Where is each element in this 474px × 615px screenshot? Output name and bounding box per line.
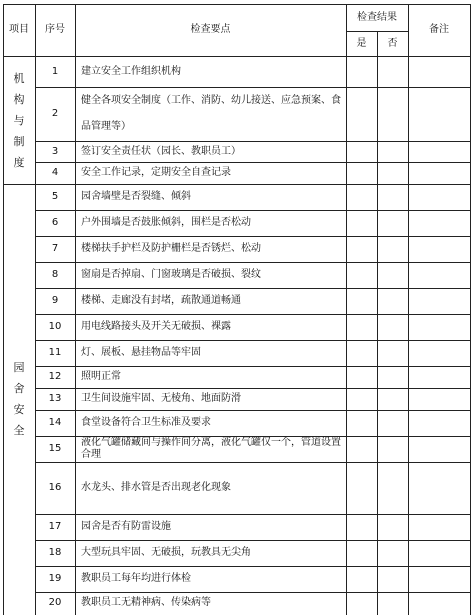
result-no-cell (377, 566, 408, 592)
check-point (75, 262, 346, 288)
result-no-cell (377, 462, 408, 514)
check-point (75, 540, 346, 566)
row-divider (35, 436, 471, 437)
check-point-text: 照明正常 (81, 371, 121, 382)
row-number-text: 11 (48, 347, 62, 358)
row-number-text: 5 (51, 191, 59, 202)
remark-cell (408, 87, 470, 141)
row-number-text: 2 (51, 108, 59, 119)
check-point (75, 436, 346, 462)
table-border (35, 4, 36, 615)
table-border (346, 4, 347, 615)
check-point-text: 楼梯扶手护栏及防护栅栏是否锈烂、松动 (81, 243, 261, 254)
row-number-text: 1 (51, 65, 59, 77)
header-points (75, 4, 346, 56)
table-border (75, 4, 76, 615)
result-yes-cell (346, 162, 377, 184)
result-yes-cell (346, 388, 377, 410)
check-point (75, 236, 346, 262)
result-yes-cell (346, 592, 377, 614)
row-number (35, 462, 75, 514)
result-no-cell (377, 388, 408, 410)
row-divider (35, 462, 471, 463)
row-number (35, 236, 75, 262)
header-number (35, 4, 75, 56)
check-point (75, 340, 346, 366)
result-no-cell (377, 87, 408, 141)
row-number-text: 10 (48, 321, 62, 332)
check-point (75, 87, 346, 141)
remark-cell (408, 436, 470, 462)
result-yes-cell (346, 314, 377, 340)
check-point (75, 141, 346, 162)
header-no (377, 31, 408, 56)
result-yes-cell (346, 87, 377, 141)
row-divider (35, 340, 471, 341)
check-point-text: 大型玩具牢固、无破损，玩教具无尖角 (81, 547, 251, 558)
inspection-table (3, 4, 470, 614)
row-number-text: 4 (51, 167, 59, 178)
table-border (377, 31, 378, 615)
check-point-text: 户外围墙是否鼓胀倾斜，围栏是否松动 (81, 217, 251, 228)
check-point-text: 水龙头、排水管是否出现老化现象 (81, 482, 231, 493)
check-point-text: 灯、展板、悬挂物品等牢固 (81, 347, 201, 358)
result-no-cell (377, 314, 408, 340)
check-point (75, 388, 346, 410)
row-divider (35, 288, 471, 289)
remark-cell (408, 514, 470, 540)
row-number (35, 410, 75, 436)
row-number (35, 210, 75, 236)
check-point-text: 窗扇是否掉扇、门窗玻璃是否破损、裂纹 (81, 269, 261, 280)
remark-cell (408, 566, 470, 592)
row-number-text: 9 (51, 295, 59, 306)
section-label (3, 56, 35, 184)
row-number-text: 7 (51, 243, 59, 254)
result-no-cell (377, 592, 408, 614)
row-number (35, 314, 75, 340)
result-no-cell (377, 162, 408, 184)
row-divider (35, 540, 471, 541)
row-number-text: 3 (51, 145, 59, 157)
remark-cell (408, 366, 470, 388)
row-number (35, 56, 75, 87)
result-no-cell (377, 366, 408, 388)
check-point (75, 566, 346, 592)
row-number-text: 17 (48, 521, 62, 532)
row-divider (35, 366, 471, 367)
result-yes-cell (346, 540, 377, 566)
check-point (75, 462, 346, 514)
row-number-text: 19 (48, 573, 62, 584)
header-yes (346, 31, 377, 56)
table-border (408, 4, 409, 615)
result-no-cell (377, 56, 408, 87)
remark-cell (408, 314, 470, 340)
header-yes-text: 是 (356, 37, 367, 49)
result-yes-cell (346, 514, 377, 540)
result-no-cell (377, 236, 408, 262)
check-point-text: 用电线路接头及开关无破损、裸露 (81, 321, 231, 332)
row-number (35, 436, 75, 462)
row-number (35, 184, 75, 210)
header-number-text: 序号 (45, 24, 65, 35)
row-number (35, 540, 75, 566)
header-project-text: 项目 (9, 24, 29, 35)
remark-cell (408, 410, 470, 436)
check-point (75, 184, 346, 210)
remark-cell (408, 288, 470, 314)
result-yes-cell (346, 366, 377, 388)
header-result (346, 4, 408, 31)
result-yes-cell (346, 56, 377, 87)
result-yes-cell (346, 184, 377, 210)
result-no-cell (377, 141, 408, 162)
check-point-text: 园舍墙壁是否裂缝、倾斜 (81, 191, 191, 202)
check-point-text: 液化气罐储藏间与操作间分离，液化气罐仅一个，管道设置合理 (81, 437, 341, 460)
result-no-cell (377, 288, 408, 314)
row-divider (35, 87, 471, 88)
check-point (75, 592, 346, 614)
table-top-border (3, 4, 471, 5)
section-label-text: 园 舍 安 全 (13, 361, 25, 437)
row-divider (3, 184, 471, 185)
result-no-cell (377, 262, 408, 288)
remark-cell (408, 340, 470, 366)
remark-cell (408, 262, 470, 288)
row-divider (35, 566, 471, 567)
check-point (75, 56, 346, 87)
check-point (75, 210, 346, 236)
row-divider (35, 514, 471, 515)
result-yes-cell (346, 288, 377, 314)
row-divider (3, 56, 471, 57)
remark-cell (408, 141, 470, 162)
check-point-text: 教职员工每年均进行体检 (81, 573, 191, 584)
result-yes-cell (346, 566, 377, 592)
row-number-text: 15 (48, 443, 62, 454)
row-number-text: 13 (48, 393, 62, 404)
result-no-cell (377, 340, 408, 366)
header-result-text: 检查结果 (357, 11, 397, 23)
check-point (75, 288, 346, 314)
result-no-cell (377, 514, 408, 540)
header-no-text: 否 (387, 37, 398, 49)
remark-cell (408, 162, 470, 184)
row-number (35, 262, 75, 288)
row-divider (35, 592, 471, 593)
row-number-text: 8 (51, 269, 59, 280)
check-point-text: 建立安全工作组织机构 (81, 65, 181, 77)
check-point-text: 教职员工无精神病、传染病等 (81, 597, 211, 608)
remark-cell (408, 184, 470, 210)
result-no-cell (377, 436, 408, 462)
row-divider (35, 262, 471, 263)
row-number (35, 87, 75, 141)
row-divider (35, 210, 471, 211)
check-point (75, 162, 346, 184)
table-right-border (470, 4, 471, 615)
row-divider (35, 141, 471, 142)
result-no-cell (377, 210, 408, 236)
row-number-text: 20 (48, 597, 62, 608)
result-no-cell (377, 410, 408, 436)
result-no-cell (377, 184, 408, 210)
remark-cell (408, 462, 470, 514)
remark-cell (408, 540, 470, 566)
remark-cell (408, 236, 470, 262)
check-point-text: 园舍是否有防雷设施 (81, 521, 171, 532)
row-number (35, 388, 75, 410)
row-number (35, 141, 75, 162)
row-divider (35, 314, 471, 315)
check-point-text: 楼梯、走廊没有封堵，疏散通道畅通 (81, 295, 241, 306)
row-divider (35, 410, 471, 411)
check-point-text: 安全工作记录，定期安全自查记录 (81, 167, 231, 178)
remark-cell (408, 388, 470, 410)
row-number (35, 162, 75, 184)
row-number (35, 514, 75, 540)
check-point (75, 410, 346, 436)
remark-cell (408, 210, 470, 236)
check-point-text: 签订安全责任状（园长、教职员工） (81, 145, 241, 157)
header-project (3, 4, 35, 56)
check-point (75, 514, 346, 540)
result-yes-cell (346, 236, 377, 262)
row-number (35, 340, 75, 366)
row-divider (35, 162, 471, 163)
check-point (75, 314, 346, 340)
section-label-text: 机 构 与 制 度 (13, 71, 25, 169)
row-divider (35, 236, 471, 237)
result-yes-cell (346, 410, 377, 436)
result-yes-cell (346, 436, 377, 462)
row-number-text: 12 (48, 371, 62, 382)
header-remark (408, 4, 470, 56)
row-number (35, 288, 75, 314)
result-yes-cell (346, 340, 377, 366)
remark-cell (408, 56, 470, 87)
result-yes-cell (346, 141, 377, 162)
check-point-text: 健全各项安全制度（工作、消防、幼儿接送、应急预案、食品管理等） (81, 95, 341, 132)
section-label (3, 184, 35, 614)
remark-cell (408, 592, 470, 614)
row-number (35, 566, 75, 592)
check-point-text: 食堂设备符合卫生标准及要求 (81, 417, 211, 428)
check-point (75, 366, 346, 388)
row-number-text: 6 (51, 217, 59, 228)
header-remark-text: 备注 (429, 24, 449, 35)
row-number-text: 18 (48, 547, 62, 558)
result-yes-cell (346, 462, 377, 514)
table-left-border (3, 4, 4, 615)
row-number (35, 592, 75, 614)
result-yes-cell (346, 262, 377, 288)
result-yes-cell (346, 210, 377, 236)
check-point-text: 卫生间设施牢固、无棱角、地面防滑 (81, 393, 241, 404)
result-no-cell (377, 540, 408, 566)
row-number-text: 14 (48, 417, 62, 428)
header-points-text: 检查要点 (190, 24, 231, 35)
row-number (35, 366, 75, 388)
row-divider (35, 388, 471, 389)
row-number-text: 16 (48, 482, 62, 493)
